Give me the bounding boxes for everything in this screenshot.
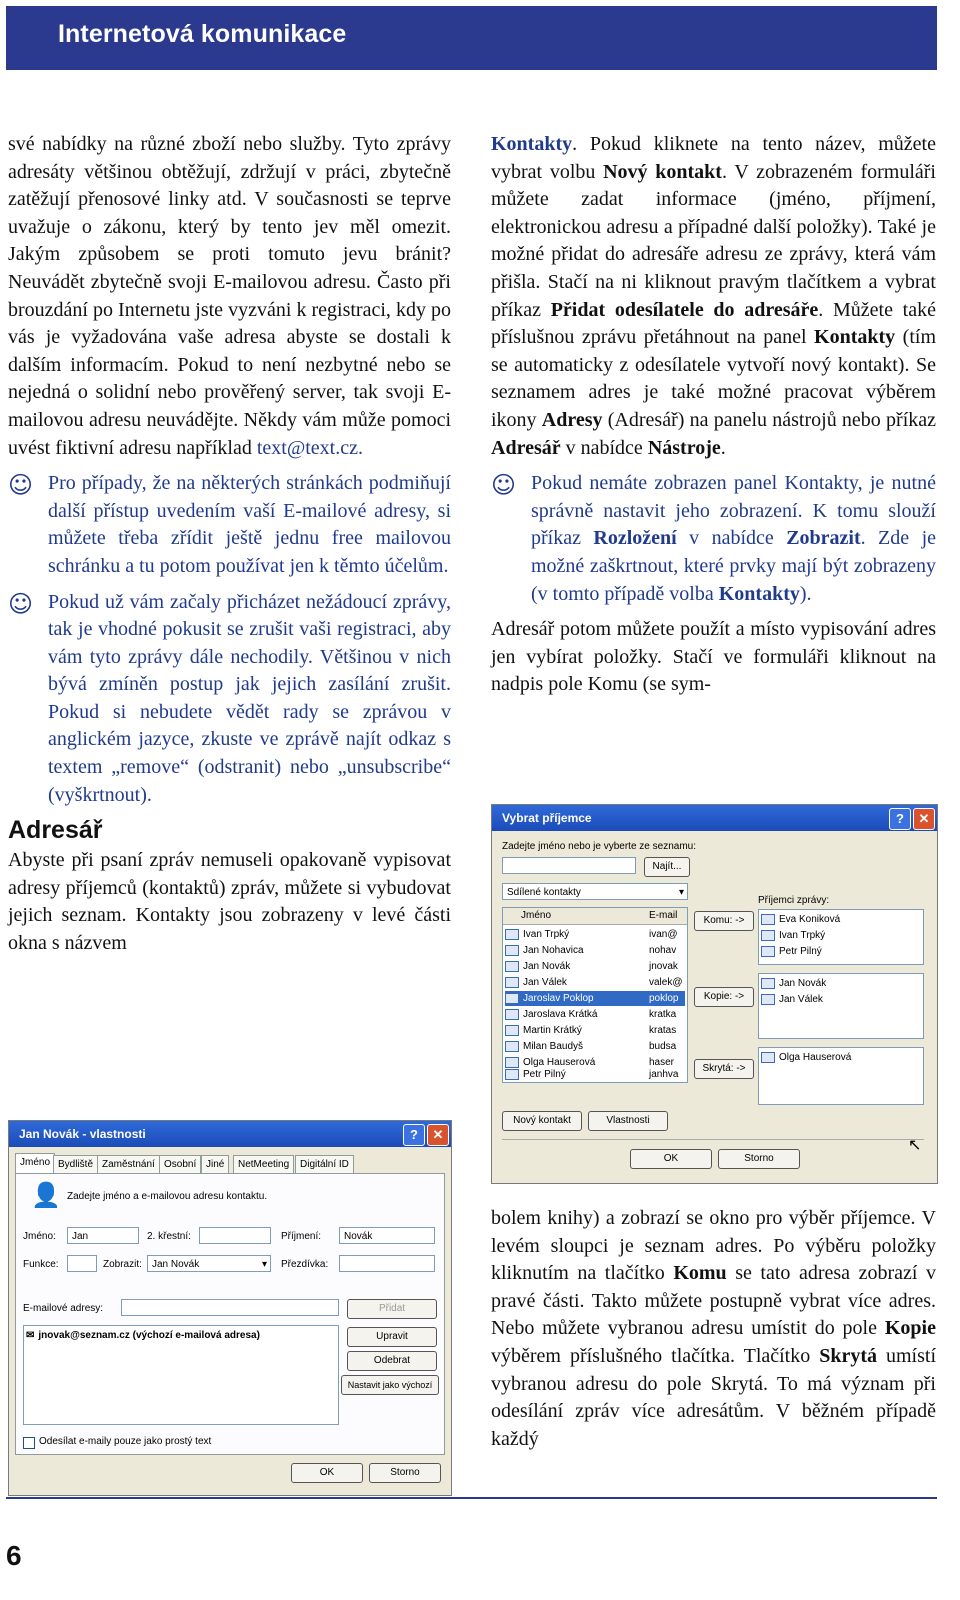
- find-button[interactable]: Najít...: [644, 857, 690, 877]
- select-prompt: Zadejte jméno nebo je vyberte ze seznamu:: [502, 841, 696, 852]
- email-input[interactable]: [121, 1299, 339, 1316]
- column-header-email[interactable]: E-mail: [649, 910, 678, 921]
- add-email-button[interactable]: Přidat: [347, 1299, 437, 1319]
- plaintext-checkbox[interactable]: [23, 1437, 35, 1449]
- right-paragraph-3: bolem knihy) a zobrazí se okno pro výběr příjemce. V levém sloupci je seznam adres. Po výběru položky kliknutím na tlačítko Komu se tato adresa zobrazí v pravé části. Takto můžete postupně vybrat více adres. Nebo můžete vybranou adresu umístit do pole Kopie výběrem příslušného tlačítka. Tlačítko Skrytá umístí vybranou adresu do pole Skrytá. To má význam při odesílání zpráv více adresátům. V běžném případě každý: [491, 1207, 937, 1450]
- tab-name[interactable]: Jméno: [15, 1153, 55, 1174]
- cc-button[interactable]: Kopie: ->: [694, 987, 754, 1007]
- first-name-input[interactable]: Jan: [67, 1227, 139, 1244]
- contact-card-icon: [761, 930, 775, 941]
- job-title-input[interactable]: [67, 1255, 97, 1272]
- properties-button[interactable]: Vlastnosti: [588, 1111, 668, 1131]
- recipients-label: Příjemci zprávy:: [758, 895, 830, 906]
- right-paragraph-2: Adresář potom můžete použít a místo vypisování adres jen vybírat položky. Stačí ve formuláři kliknout na nadpis pole Komu (se sym-: [491, 618, 936, 696]
- list-item[interactable]: Jaroslava Krátká kratka: [505, 1007, 685, 1022]
- contact-card-icon: [505, 1009, 519, 1020]
- contact-card-icon: [505, 977, 519, 988]
- contact-card-icon: [761, 946, 775, 957]
- right-column: [491, 131, 936, 699]
- dialog-title: Vybrat příjemce: [502, 811, 592, 825]
- list-item[interactable]: Jan Válek valek@: [505, 975, 685, 990]
- tip-bullet-1: ☺ Pro případy, že na některých stránkách podmiňují další přístup uvedením vaší E-mailové adresy, si můžete třeba zřídit ještě jednu free mailovou schránku a tu potom používat jen k těmto účelům.: [8, 471, 451, 577]
- list-item[interactable]: Eva Koniková: [761, 912, 840, 927]
- tab-netmeeting[interactable]: NetMeeting: [233, 1155, 294, 1174]
- ok-button[interactable]: OK: [630, 1149, 712, 1169]
- address-book-dropdown[interactable]: Sdílené kontakty ▾: [502, 883, 688, 900]
- help-icon[interactable]: ?: [403, 1124, 425, 1146]
- contact-card-icon: [505, 929, 519, 940]
- dialog-titlebar: [492, 805, 937, 831]
- smiley-icon: ☺: [8, 471, 34, 500]
- ok-button[interactable]: OK: [291, 1463, 363, 1483]
- list-item[interactable]: Olga Hauserová haser: [505, 1055, 685, 1070]
- list-item[interactable]: Jan Válek: [761, 992, 823, 1007]
- email-label: E-mailové adresy:: [23, 1303, 104, 1314]
- to-button[interactable]: Komu: ->: [694, 911, 754, 931]
- contact-card-icon: [505, 1069, 519, 1080]
- tab-digital-id[interactable]: Digitální ID: [295, 1155, 354, 1174]
- job-title-label: Funkce:: [23, 1259, 59, 1270]
- contact-card-icon: [761, 1052, 775, 1063]
- dialog-titlebar: [9, 1121, 451, 1147]
- remove-email-button[interactable]: Odebrat: [347, 1351, 437, 1371]
- dialog-title: Jan Novák - vlastnosti: [19, 1127, 146, 1141]
- close-icon[interactable]: ✕: [427, 1124, 449, 1146]
- contact-card-icon: [505, 1041, 519, 1052]
- cc-list[interactable]: [758, 973, 924, 1039]
- list-item[interactable]: Petr Pilný: [761, 944, 822, 959]
- list-item[interactable]: Jan Novák: [761, 976, 826, 991]
- nickname-input[interactable]: [339, 1255, 435, 1272]
- tab-business[interactable]: Zaměstnání: [97, 1155, 160, 1174]
- contact-properties-dialog: [8, 1120, 452, 1496]
- middle-name-label: 2. křestní:: [147, 1231, 191, 1242]
- contact-card-icon: [761, 914, 775, 925]
- plaintext-checkbox-label: Odesílat e-maily pouze jako prostý text: [39, 1436, 212, 1447]
- contact-card-icon: [505, 993, 519, 1004]
- set-default-button[interactable]: Nastavit jako výchozí: [341, 1375, 439, 1395]
- email-list[interactable]: [23, 1325, 339, 1425]
- smiley-icon: ☺: [8, 589, 34, 618]
- last-name-input[interactable]: Novák: [339, 1227, 435, 1244]
- right-paragraph-1: Kontakty. Pokud kliknete na tento název, můžete vybrat volbu Nový kontakt. V zobrazeném formuláři můžete zadat informace (jméno, příjmení, elektronickou adresu a případné další položky). Také je možné přidat do adresáře adresu ze zprávy, která vám přišla. Stačí na ni kliknout pravým tlačítkem a vybrat příkaz Přidat odesílatele do adresáře. Můžete také příslušnou zprávu přetáhnout na panel Kontakty (tím se automaticky z odesílatele vytvoří nový kontakt). Se seznamem adres je také možné pracovat výběrem ikony Adresy (Adresář) na panelu nástrojů nebo příkaz Adresář v nabídce Nástroje.: [491, 133, 937, 459]
- to-list[interactable]: [758, 909, 924, 965]
- list-item[interactable]: Martin Krátký kratas: [505, 1023, 685, 1038]
- help-icon[interactable]: ?: [889, 808, 911, 830]
- contact-card-icon: [761, 978, 775, 989]
- search-input[interactable]: [502, 857, 636, 874]
- page-number: 6: [6, 1540, 22, 1571]
- list-item[interactable]: Olga Hauserová: [761, 1050, 851, 1065]
- divider: [502, 1139, 924, 1140]
- left-paragraph-2: Abyste při psaní zpráv nemuseli opakovaně vypisovat adresy příjemců (kontaktů) zpráv, můžete si vybudovat jejich seznam. Kontakty jsou zobrazeny v levé části okna s názvem: [8, 849, 451, 955]
- smiley-icon: ☺: [491, 471, 517, 500]
- mouse-cursor-icon: ↖: [908, 1137, 922, 1154]
- list-header: [503, 908, 687, 925]
- nickname-label: Přezdívka:: [281, 1259, 329, 1270]
- contact-card-icon: [505, 1025, 519, 1036]
- close-icon[interactable]: ✕: [913, 808, 935, 830]
- contact-person-icon: 👤: [31, 1181, 61, 1209]
- display-name-select[interactable]: Jan Novák ▾: [147, 1255, 271, 1272]
- display-label: Zobrazit:: [103, 1259, 142, 1270]
- left-paragraph-1: své nabídky na různé zboží nebo služby. Tyto zprávy adresáty většinou obtěžují, zdržují v práci, zbytečně zatěžují přenosové linky atd. V současnosti se teprve uvažuje o zákonu, který by tento jev měl omezit. Jakým způsobem se proti tomuto jevu bránit? Neuvádět zbytečně svoji E-mailovou adresu. Často při brouzdání po Internetu jste vyzváni k registraci, kdy po vás je vyžadována vaše adresa abyste se dostali k dalším informacím. Pokud to není nezbytné nebo se nejedná o solidní nebo prověřený server, tak svoji E-mailovou adresu neuvádějte. Někdy vám může pomoci uvést fiktivní adresu například text@text.cz.: [8, 133, 451, 459]
- page-header-title: Internetová komunikace: [58, 20, 347, 48]
- list-item[interactable]: Petr Pilný janhva: [505, 1067, 685, 1082]
- contact-card-icon: [505, 961, 519, 972]
- chevron-down-icon: ▾: [261, 1259, 267, 1270]
- chevron-down-icon: ▾: [678, 887, 684, 898]
- last-name-label: Příjmení:: [281, 1231, 322, 1242]
- left-column: [8, 131, 451, 958]
- list-item[interactable]: Jan Novák jnovak: [505, 959, 685, 974]
- middle-name-input[interactable]: [199, 1227, 271, 1244]
- envelope-icon: ✉: [26, 1330, 35, 1341]
- list-item[interactable]: ✉ jnovak@seznam.cz (výchozí e-mailová adresa): [26, 1330, 260, 1341]
- new-contact-button[interactable]: Nový kontakt: [502, 1111, 582, 1131]
- bcc-button[interactable]: Skrytá: ->: [694, 1059, 754, 1079]
- tab-personal[interactable]: Osobní: [159, 1155, 201, 1174]
- list-item[interactable]: Ivan Trpký: [761, 928, 825, 943]
- list-item[interactable]: Milan Baudyš budsa: [505, 1039, 685, 1054]
- list-item[interactable]: Jan Nohavica nohav: [505, 943, 685, 958]
- tip-bullet-2: ☺ Pokud už vám začaly přicházet nežádoucí zprávy, tak je vhodné pokusit se zrušit vaši registraci, aby vám tyto zprávy dále nechodily. Většinou v nich bývá zmíněn postup jak jejich zasílání zrušit. Pokud si nebudete vědět rady se zprávou v anglickém jazyce, zkuste ve zprávě najít odkaz s textem „remove“ (odstranit) nebo „unsubscribe“ (vyškrtnout).: [8, 589, 451, 806]
- example-email: text@text.cz.: [256, 436, 363, 459]
- contacts-list[interactable]: [502, 907, 688, 1083]
- column-header-name[interactable]: Jméno: [521, 910, 552, 921]
- contact-card-icon: [761, 994, 775, 1005]
- section-heading: Adresář: [8, 816, 103, 845]
- list-item[interactable]: Ivan Trpký ivan@: [505, 927, 685, 942]
- cancel-button[interactable]: Storno: [369, 1463, 441, 1483]
- right-column-bottom: [491, 1205, 936, 1453]
- select-recipients-dialog: [491, 804, 938, 1184]
- props-prompt: Zadejte jméno a e-mailovou adresu kontaktu.: [67, 1191, 268, 1202]
- list-item-selected[interactable]: Jaroslav Poklop poklop: [505, 991, 685, 1006]
- first-name-label: Jméno:: [23, 1231, 56, 1242]
- contact-card-icon: [505, 945, 519, 956]
- tab-other[interactable]: Jiné: [201, 1155, 229, 1174]
- tip-bullet-3: ☺ Pokud nemáte zobrazen panel Kontakty, je nutné správně nastavit jeho zobrazení. K tomu slouží příkaz Rozložení v nabídce Zobrazit. Zde je možné zaškrtnout, které prvky mají být zobrazeny (v tomto případě volba Kontakty).: [491, 471, 937, 605]
- bcc-list[interactable]: [758, 1047, 924, 1105]
- edit-email-button[interactable]: Upravit: [347, 1327, 437, 1347]
- tab-home[interactable]: Bydliště: [53, 1155, 98, 1174]
- cancel-button[interactable]: Storno: [718, 1149, 800, 1169]
- bottom-rule: [6, 1497, 937, 1499]
